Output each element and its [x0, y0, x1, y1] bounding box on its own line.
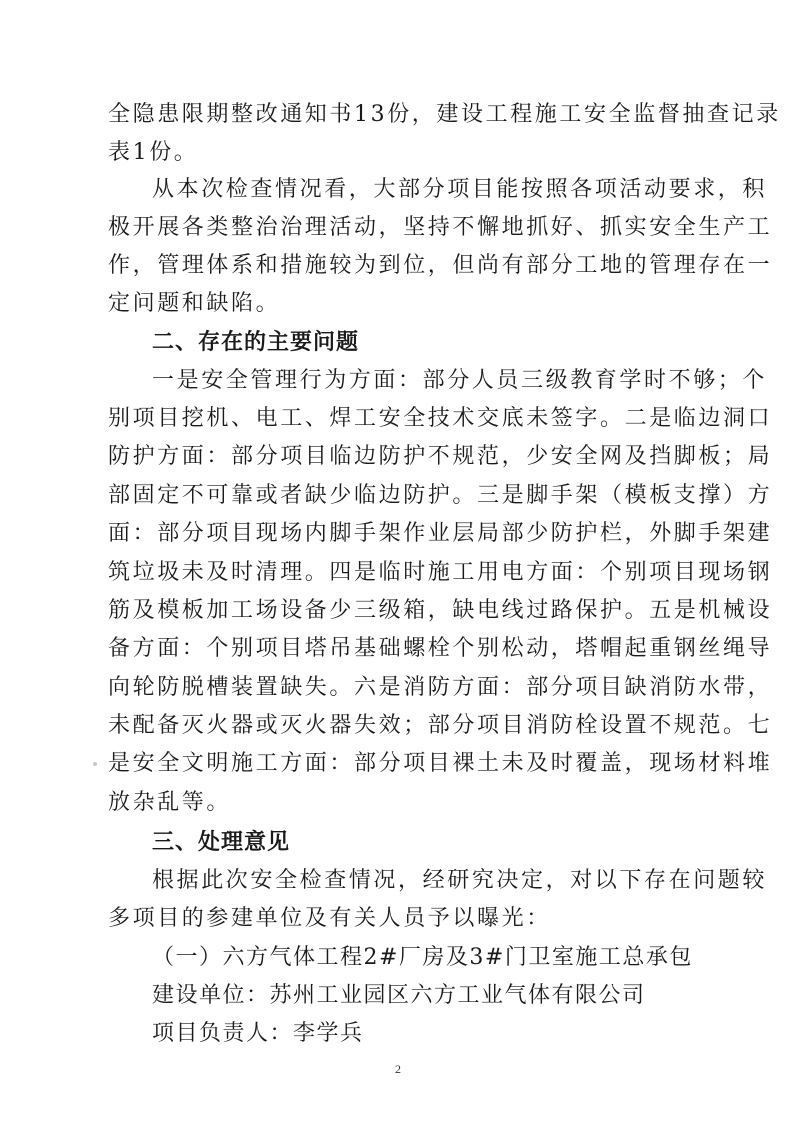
subsection-title: （一）六方气体工程2#厂房及3#门卫室施工总承包	[152, 945, 693, 970]
paragraph-line: 表1份。	[108, 140, 199, 165]
paragraph-line: 筋及模板加工场设备少三级箱，缺电线过路保护。五是机械设	[108, 598, 773, 623]
paragraph-line: 别项目挖机、电工、焊工安全技术交底未签字。二是临边洞口	[108, 406, 773, 431]
construction-unit: 建设单位：苏州工业园区六方工业气体有限公司	[152, 983, 646, 1008]
paragraph-line: 一是安全管理行为方面：部分人员三级教育学时不够；个	[152, 368, 768, 393]
section-heading: 三、处理意见	[152, 829, 291, 855]
paragraph-line: 未配备灭火器或灭火器失效；部分项目消防栓设置不规范。七	[108, 713, 773, 738]
project-leader: 项目负责人：李学兵	[152, 1021, 364, 1046]
paragraph-line: 向轮防脱槽装置缺失。六是消防方面：部分项目缺消防水带，	[108, 675, 773, 700]
page-number: 2	[395, 1062, 401, 1076]
scan-mark	[93, 762, 97, 766]
paragraph-line: 定问题和缺陷。	[108, 291, 281, 316]
paragraph-line: 作，管理体系和措施较为到位，但尚有部分工地的管理存在一	[108, 253, 773, 278]
paragraph-line: 筑垃圾未及时清理。四是临时施工用电方面：个别项目现场钢	[108, 560, 773, 585]
paragraph-line: 备方面：个别项目塔吊基础螺栓个别松动，塔帽起重钢丝绳导	[108, 636, 773, 661]
paragraph-line: 根据此次安全检查情况，经研究决定，对以下存在问题较	[152, 868, 768, 893]
paragraph-line: 全隐患限期整改通知书13份，建设工程施工安全监督抽查记录	[108, 102, 781, 127]
paragraph-line: 是安全文明施工方面：部分项目裸土未及时覆盖，现场材料堆	[108, 751, 773, 776]
paragraph-line: 极开展各类整治治理活动，坚持不懈地抓好、抓实安全生产工	[108, 215, 773, 240]
paragraph-line: 多项目的参建单位及有关人员予以曝光：	[108, 906, 551, 931]
paragraph-line: 部固定不可靠或者缺少临边防护。三是脚手架（模板支撑）方	[108, 483, 773, 508]
paragraph-line: 防护方面：部分项目临边防护不规范，少安全网及挡脚板；局	[108, 444, 773, 469]
section-heading: 二、存在的主要问题	[152, 329, 360, 355]
paragraph-line: 从本次检查情况看，大部分项目能按照各项活动要求，积	[152, 177, 768, 202]
paragraph-line: 面：部分项目现场内脚手架作业层局部少防护栏，外脚手架建	[108, 521, 773, 546]
paragraph-line: 放杂乱等。	[108, 790, 232, 815]
